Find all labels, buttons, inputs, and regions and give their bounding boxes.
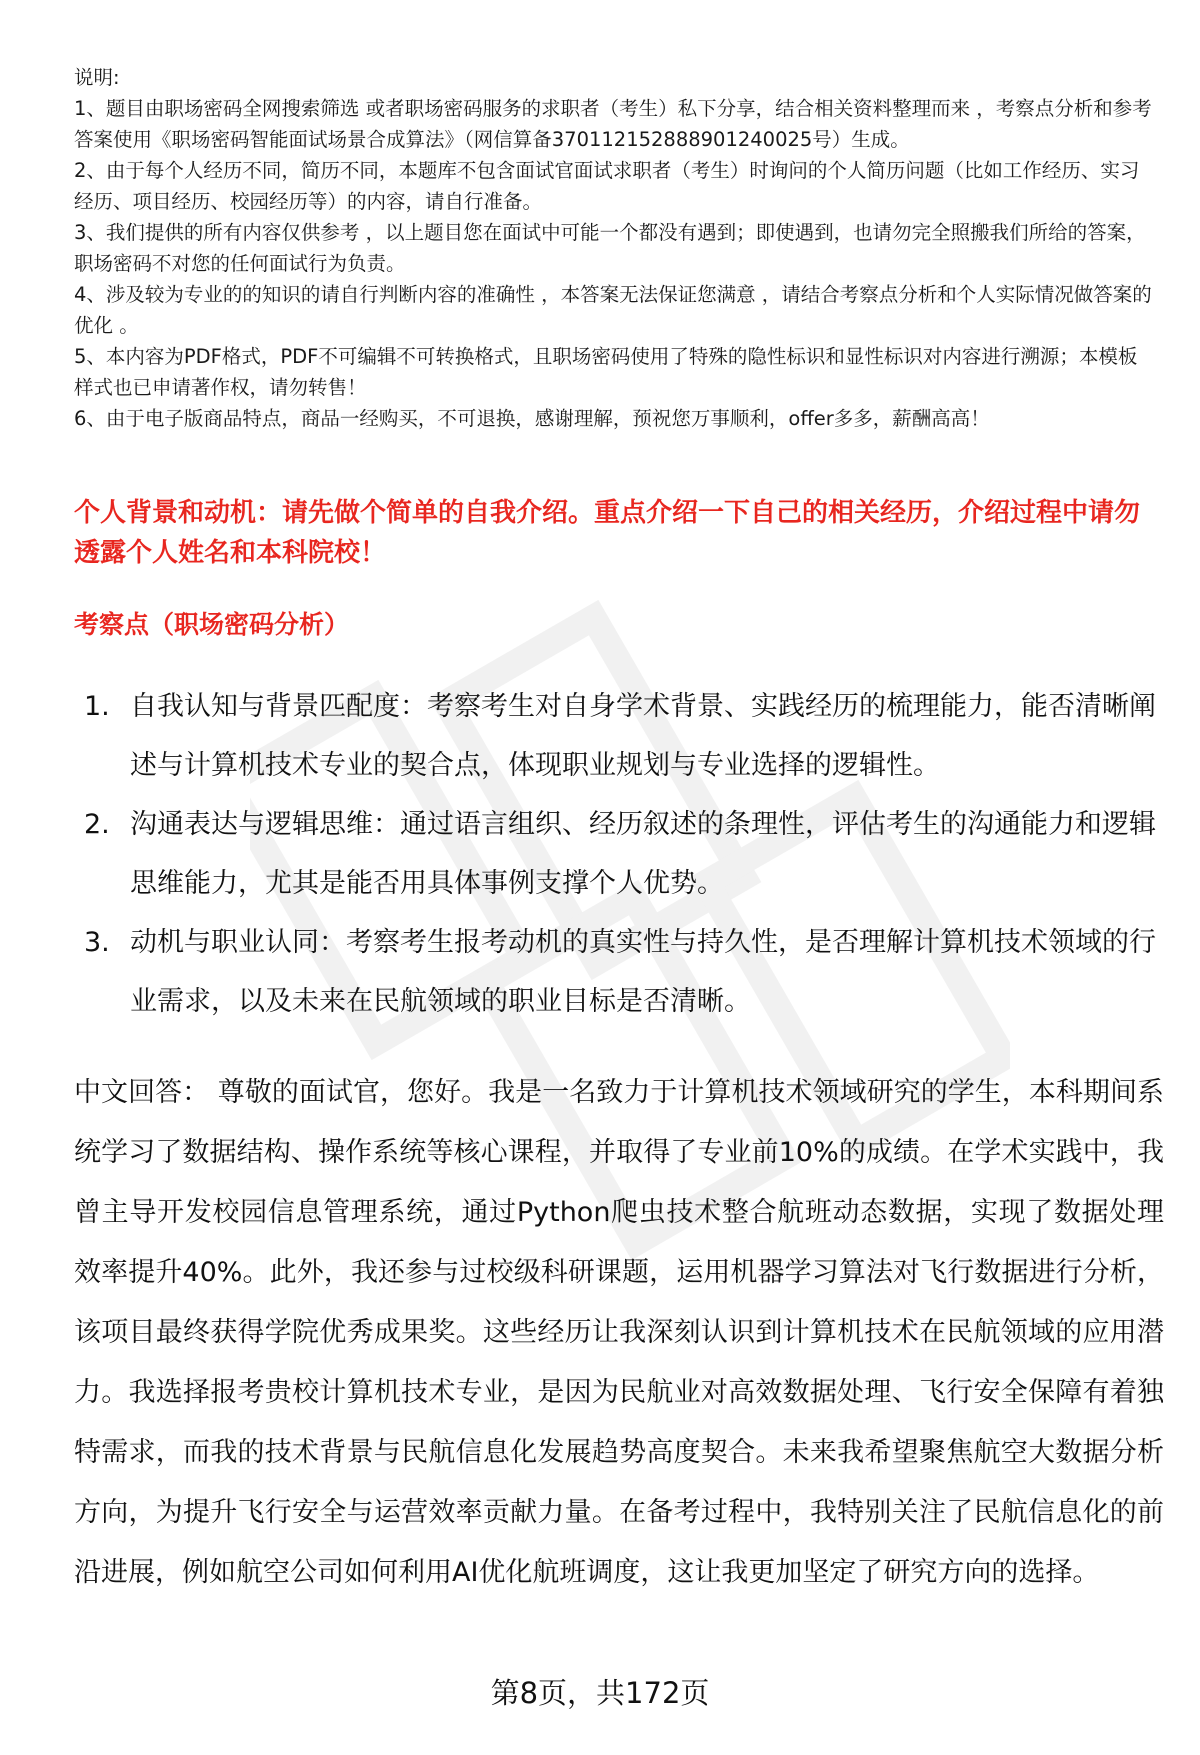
- list-item: [74, 913, 1164, 1031]
- notes-title: 说明:: [74, 66, 120, 89]
- list-item-text: 动机与职业认同：考察考生报考动机的真实性与持久性，是否理解计算机技术领域的行业需求，以及未来在民航领域的职业目标是否清晰。: [130, 927, 1156, 1017]
- analysis-points-list: [74, 677, 1164, 1031]
- disclaimer-notes: [74, 62, 1154, 434]
- question-heading: 个人背景和动机：请先做个简单的自我介绍。重点介绍一下自己的相关经历，介绍过程中请勿透露个人姓名和本科院校！: [74, 498, 1141, 568]
- list-item-number: 3.: [84, 927, 110, 958]
- list-item-text: 自我认知与背景匹配度：考察考生对自身学术背景、实践经历的梳理能力，能否清晰阐述与计算机技术专业的契合点，体现职业规划与专业选择的逻辑性。: [130, 691, 1156, 781]
- list-item: [74, 795, 1164, 913]
- list-item-number: 1.: [84, 691, 110, 722]
- note-item: 4、涉及较为专业的的知识的请自行判断内容的准确性 ，本答案无法保证您满意 ，请结合考察点分析和个人实际情况做答案的优化 。: [74, 283, 1152, 337]
- note-item: 1、题目由职场密码全网搜索筛选 或者职场密码服务的求职者（考生）私下分享，结合相关资料整理而来 ，考察点分析和参考答案使用《职场密码智能面试场景合成算法》（网信算备370112152888901240025号）生成。: [74, 97, 1152, 151]
- analysis-heading: 考察点（职场密码分析）: [74, 610, 350, 639]
- note-item: 5、本内容为PDF格式，PDF不可编辑不可转换格式，且职场密码使用了特殊的隐性标识和显性标识对内容进行溯源；本模板样式也已申请著作权，请勿转售！: [74, 345, 1138, 399]
- page-number-footer: 第8页，共172页: [490, 1676, 710, 1710]
- note-item: 6、由于电子版商品特点，商品一经购买，不可退换，感谢理解，预祝您万事顺利，offer多多，薪酬高高！: [74, 407, 990, 430]
- list-item-number: 2.: [84, 809, 110, 840]
- list-item: [74, 677, 1164, 795]
- note-item: 2、由于每个人经历不同，简历不同，本题库不包含面试官面试求职者（考生）时询问的个人简历问题（比如工作经历、实习经历、项目经历、校园经历等）的内容，请自行准备。: [74, 159, 1140, 213]
- list-item-text: 沟通表达与逻辑思维：通过语言组织、经历叙述的条理性，评估考生的沟通能力和逻辑思维能力，尤其是能否用具体事例支撑个人优势。: [130, 809, 1156, 899]
- answer-paragraph: 中文回答： 尊敬的面试官，您好。我是一名致力于计算机技术领域研究的学生，本科期间系统学习了数据结构、操作系统等核心课程，并取得了专业前10%的成绩。在学术实践中，我曾主导开发校园信息管理系统，通过Python爬虫技术整合航班动态数据，实现了数据处理效率提升40%。此外，我还参与过校级科研课题，运用机器学习算法对飞行数据进行分析，该项目最终获得学院优秀成果奖。这些经历让我深刻认识到计算机技术在民航领域的应用潜力。我选择报考贵校计算机技术专业，是因为民航业对高效数据处理、飞行安全保障有着独特需求，而我的技术背景与民航信息化发展趋势高度契合。未来我希望聚焦航空大数据分析方向，为提升飞行安全与运营效率贡献力量。在备考过程中，我特别关注了民航信息化的前沿进展，例如航空公司如何利用AI优化航班调度，这让我更加坚定了研究方向的选择。: [74, 1077, 1164, 1588]
- note-item: 3、我们提供的所有内容仅供参考 ，以上题目您在面试中可能一个都没有遇到；即使遇到，也请勿完全照搬我们所给的答案，职场密码不对您的任何面试行为负责。: [74, 221, 1146, 275]
